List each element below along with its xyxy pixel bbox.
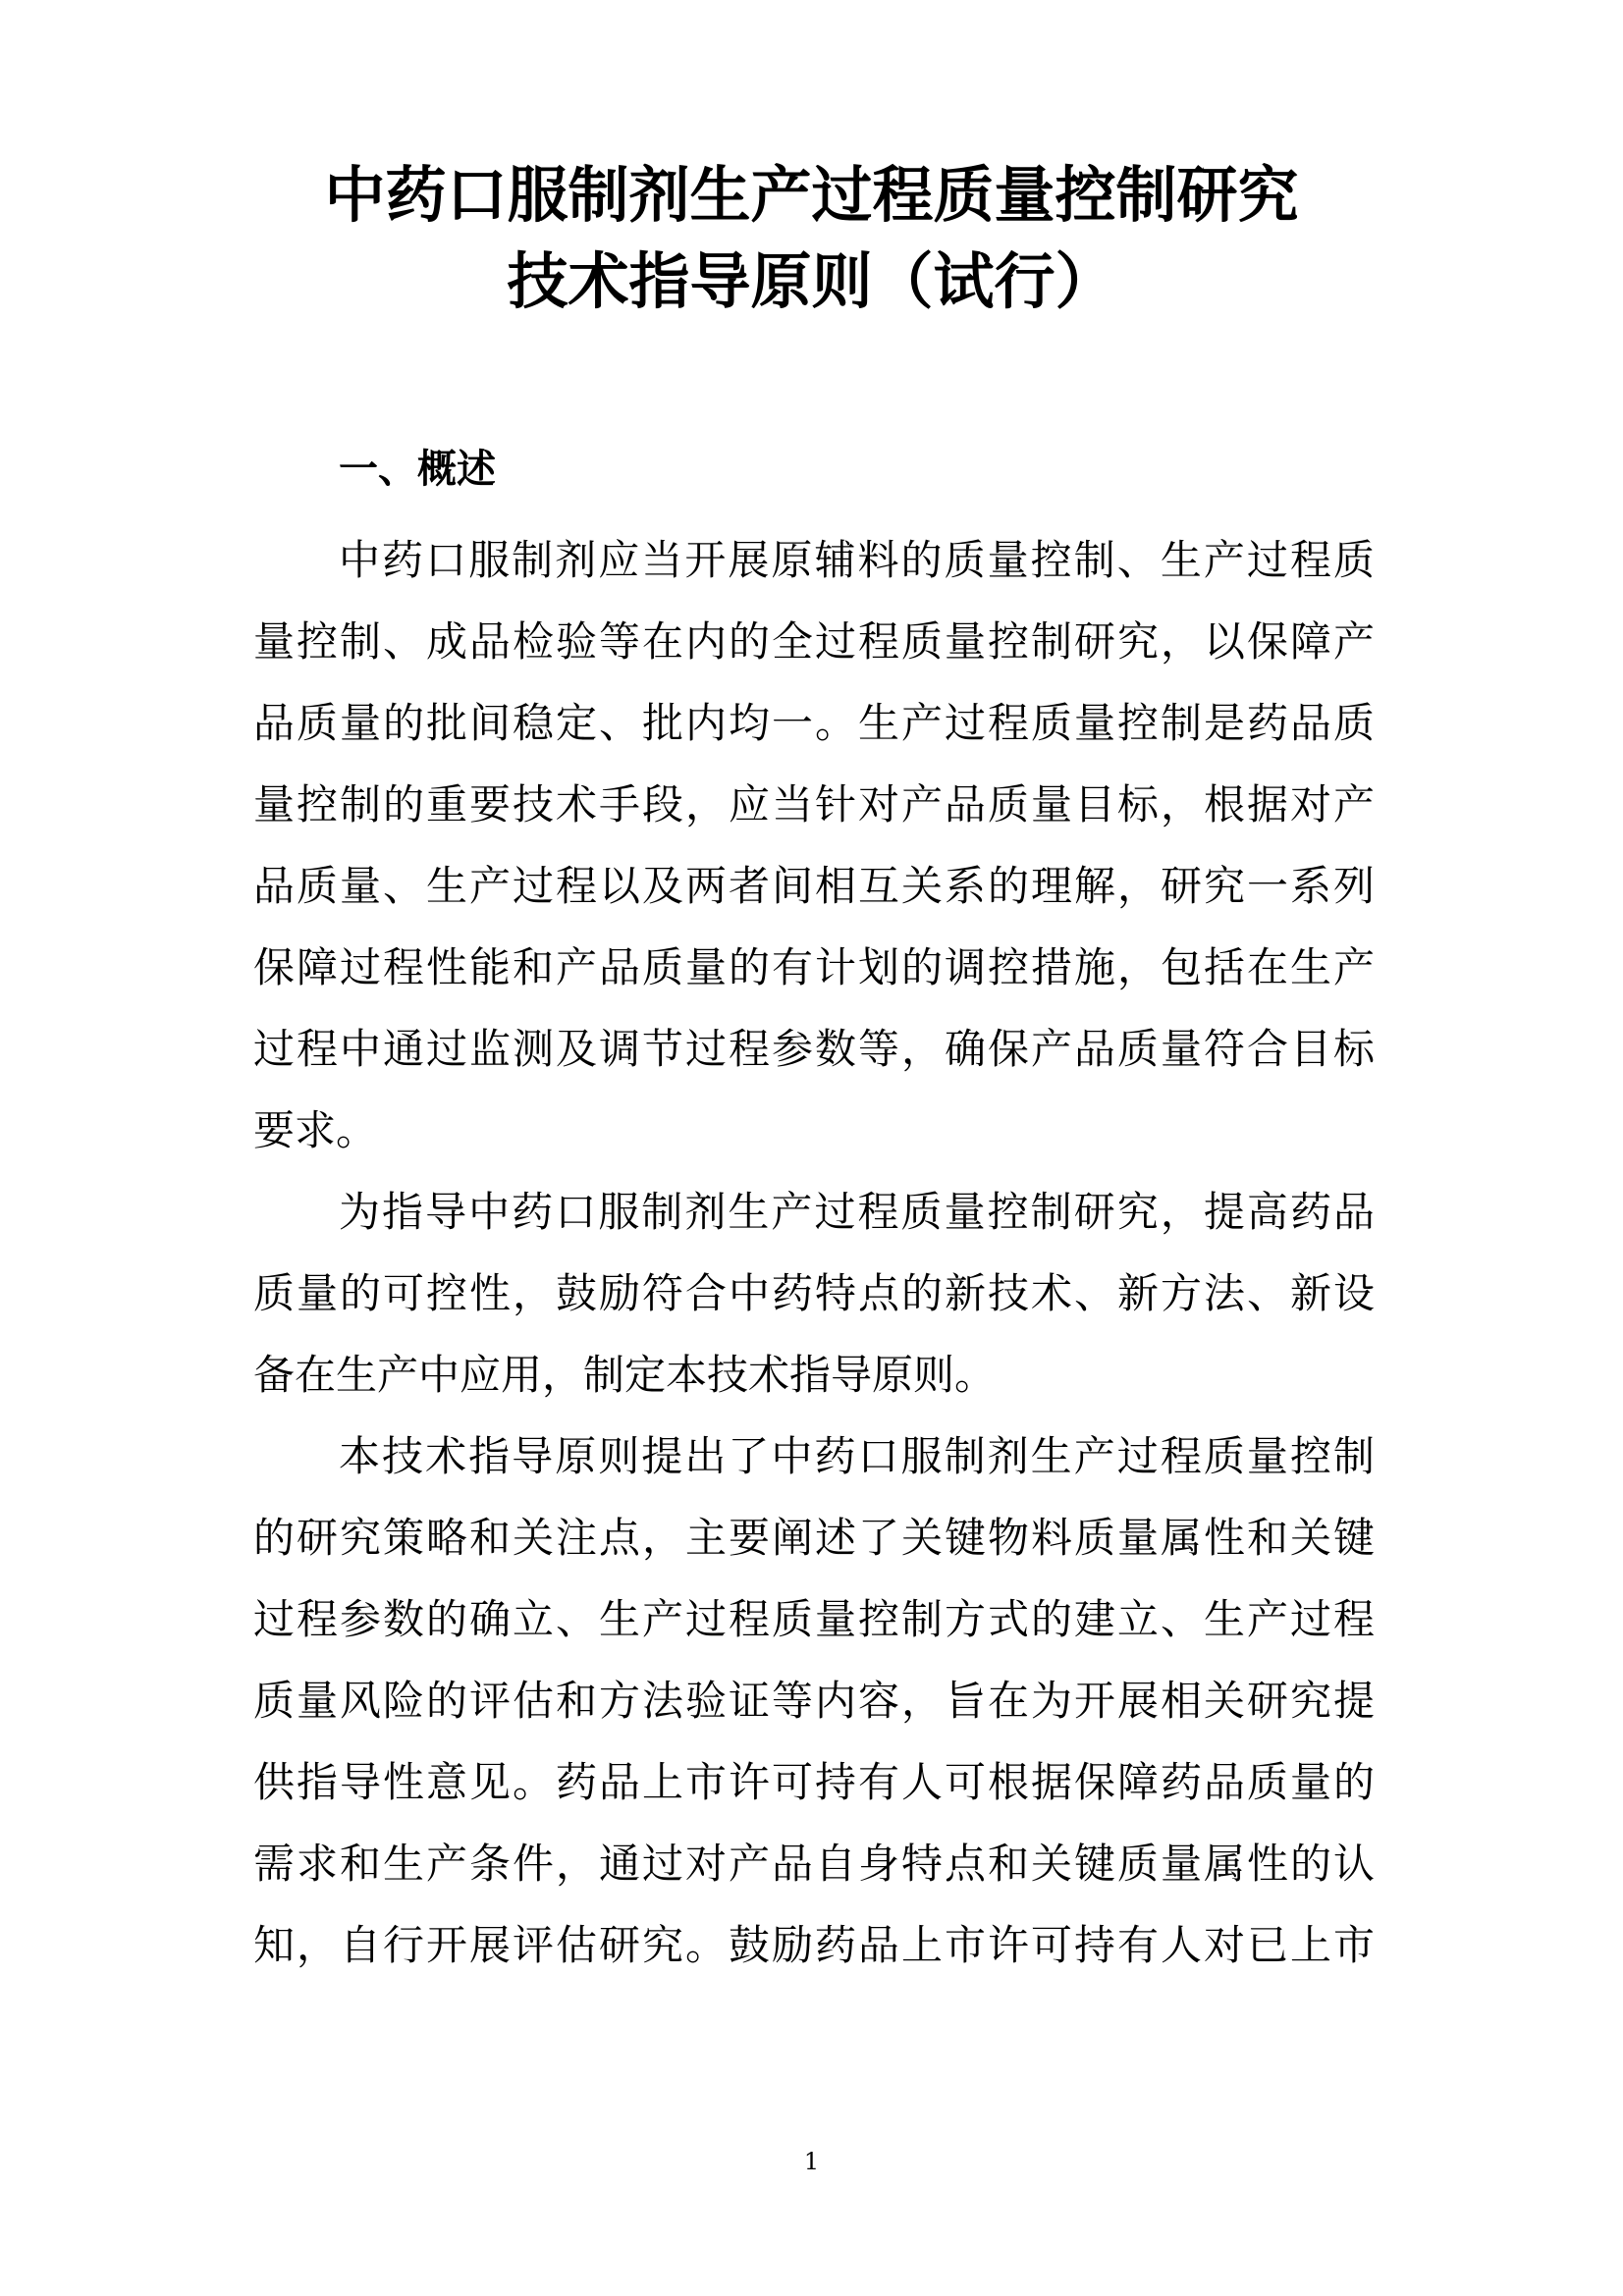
paragraph-1-line-4: 量控制的重要技术手段，应当针对产品质量目标，根据对产: [253, 780, 1375, 828]
paragraph-1-line-8: 要求。: [253, 1106, 378, 1154]
paragraph-3-line-2: 的研究策略和关注点，主要阐述了关键物料质量属性和关键: [253, 1514, 1375, 1562]
page-number: 1: [803, 2148, 820, 2175]
paragraph-1-line-3: 品质量的批间稳定、批内均一。生产过程质量控制是药品质: [253, 699, 1375, 747]
document-title-line-1: 中药口服制剂生产过程质量控制研究: [324, 159, 1299, 231]
paragraph-1-line-7: 过程中通过监测及调节过程参数等，确保产品质量符合目标: [253, 1025, 1375, 1073]
paragraph-3-line-7: 知，自行开展评估研究。鼓励药品上市许可持有人对已上市: [253, 1921, 1375, 1969]
paragraph-1-line-1: 中药口服制剂应当开展原辅料的质量控制、生产过程质: [339, 536, 1375, 584]
paragraph-1-line-5: 品质量、生产过程以及两者间相互关系的理解，研究一系列: [253, 862, 1375, 910]
paragraph-1-line-6: 保障过程性能和产品质量的有计划的调控措施，包括在生产: [253, 943, 1375, 991]
paragraph-3-line-1: 本技术指导原则提出了中药口服制剂生产过程质量控制: [339, 1432, 1375, 1480]
paragraph-3-line-4: 质量风险的评估和方法验证等内容，旨在为开展相关研究提: [253, 1677, 1375, 1725]
paragraph-3-line-3: 过程参数的确立、生产过程质量控制方式的建立、生产过程: [253, 1595, 1375, 1643]
paragraph-2-line-3: 备在生产中应用，制定本技术指导原则。: [253, 1351, 997, 1399]
paragraph-1-line-2: 量控制、成品检验等在内的全过程质量控制研究，以保障产: [253, 617, 1375, 666]
paragraph-3-line-5: 供指导性意见。药品上市许可持有人可根据保障药品质量的: [253, 1758, 1375, 1806]
paragraph-2-line-2: 质量的可控性，鼓励符合中药特点的新技术、新方法、新设: [253, 1269, 1375, 1317]
document-title-line-2: 技术指导原则（试行）: [507, 245, 1116, 317]
section-heading: 一、概述: [339, 447, 496, 492]
paragraph-2-line-1: 为指导中药口服制剂生产过程质量控制研究，提高药品: [339, 1188, 1375, 1236]
paragraph-3-line-6: 需求和生产条件，通过对产品自身特点和关键质量属性的认: [253, 1840, 1375, 1888]
